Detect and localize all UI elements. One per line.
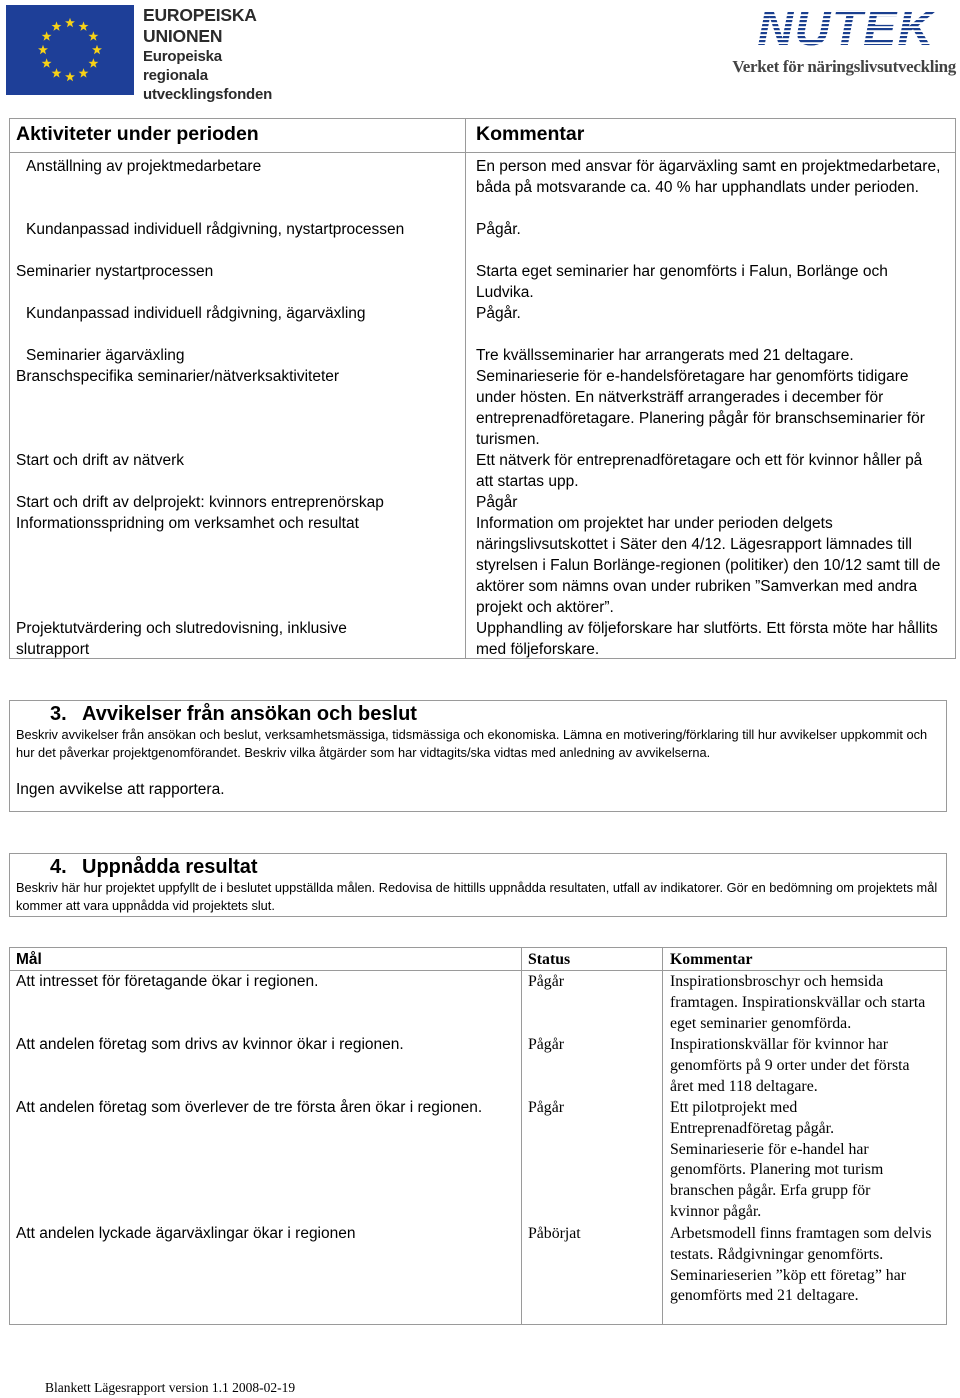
- section-3-description: Beskriv avvikelser från ansökan och beslut, verksamhetsmässiga, tidsmässiga och ekonomiska. Lämna en motivering/förklaring till hur avvikelser uppkommit och hur det påverkar projektgenomförandet. Beskriv vilka åtgärder som har vidtagits/ska vidtas med anledning av avvikelserna.: [16, 727, 928, 760]
- eu-star-icon: [42, 58, 52, 67]
- eu-star-icon: [79, 68, 89, 77]
- eu-star-icon: [52, 21, 62, 30]
- activities-header: Aktiviteter under perioden: [16, 123, 259, 145]
- comment-header: Kommentar: [476, 123, 585, 145]
- activity-cell: Kundanpassad individuell rådgivning, nystartprocessen: [26, 221, 405, 238]
- comment-cell: Information om projektet har under perioden delgets näringslivsutskottet i Säter den 4/12. Lägesrapport lämnades till styrelsen i Falun Borlänge-regionen (politiker) den 10/12 samt till de aktörer som nämns ovan under rubriken ”Samverkan med andra projekt och aktörer”.: [476, 515, 941, 616]
- eu-star-icon: [88, 31, 98, 40]
- activity-cell: Projektutvärdering och slutredovisning, inklusive slutrapport: [16, 620, 347, 658]
- eu-star-icon: [65, 18, 75, 27]
- eu-logo-line: utvecklingsfonden: [143, 86, 273, 103]
- activity-cell: Seminarier nystartprocessen: [16, 263, 214, 280]
- activity-cell: Branschspecifika seminarier/nätverksaktiviteter: [16, 368, 340, 385]
- eu-stars: [6, 5, 134, 95]
- eu-logo-line: UNIONEN: [143, 26, 223, 46]
- status-cell: Pågår: [528, 1036, 564, 1053]
- activities-table: [9, 118, 956, 659]
- activity-cell: Start och drift av nätverk: [16, 452, 184, 469]
- comment-cell: Ett nätverk för entreprenadföretagare och ett för kvinnor håller på att startas upp.: [476, 452, 923, 490]
- eu-logo-text: [143, 5, 278, 104]
- section-3-number: 3.: [50, 703, 67, 725]
- activity-cell: Kundanpassad individuell rådgivning, ägarväxling: [26, 305, 366, 322]
- section-3-title: Avvikelser från ansökan och beslut: [82, 703, 417, 725]
- eu-star-icon: [79, 21, 89, 30]
- comment-cell: Pågår: [476, 494, 518, 511]
- eu-star-icon: [52, 68, 62, 77]
- comment-cell: Upphandling av följeforskare har slutförts. Ett första möte har hållits med följeforskare.: [476, 620, 938, 658]
- comment-cell: En person med ansvar för ägarväxling samt en projektmedarbetare, båda på motsvarande ca. 40 % har upphandlats under perioden.: [476, 158, 941, 196]
- section-4-heading: [50, 855, 258, 879]
- activity-cell: Start och drift av delprojekt: kvinnors entreprenörskap: [16, 494, 384, 511]
- section-3-box: [9, 700, 947, 812]
- goal-cell: Att andelen företag som drivs av kvinnor ökar i regionen.: [16, 1036, 404, 1053]
- activity-cell: Informationsspridning om verksamhet och resultat: [16, 515, 359, 532]
- goal-header: Mål: [16, 951, 42, 968]
- activity-cell: Anställning av projektmedarbetare: [26, 158, 262, 175]
- status-cell: Påbörjat: [528, 1225, 581, 1242]
- comment-cell: Tre kvällsseminarier har arrangerats med 21 deltagare.: [476, 347, 854, 364]
- section-3-answer: Ingen avvikelse att rapportera.: [16, 781, 225, 798]
- eu-star-icon: [88, 58, 98, 67]
- goal-cell: Att andelen företag som överlever de tre första åren ökar i regionen.: [16, 1099, 483, 1116]
- eu-flag: [6, 5, 134, 95]
- nutek-wordmark: [736, 4, 956, 50]
- eu-logo-line: Europeiska: [143, 48, 222, 65]
- comment-cell: Pågår.: [476, 305, 521, 322]
- comment-header: Kommentar: [670, 951, 753, 968]
- comment-cell: Inspirationskvällar för kvinnor har genomförts på 9 orter under det första året med 118 deltagare.: [670, 1036, 910, 1095]
- comment-cell: Pågår.: [476, 221, 521, 238]
- status-cell: Pågår: [528, 1099, 564, 1116]
- status-header: Status: [528, 951, 571, 968]
- comment-cell: Inspirationsbroschyr och hemsida framtagen. Inspirationskvällar och starta eget seminarier genomförda.: [670, 973, 926, 1032]
- eu-star-icon: [65, 72, 75, 81]
- comment-cell: Seminarieserie för e-handelsföretagare har genomförts tidigare under hösten. En nätverksträff arrangerades i december för entreprenadföretagare. Planering pågår för branschseminarier för turismen.: [476, 368, 925, 448]
- section-4-number: 4.: [50, 856, 67, 878]
- activity-cell: Seminarier ägarväxling: [26, 347, 185, 364]
- eu-star-icon: [42, 31, 52, 40]
- status-cell: Pågår: [528, 973, 564, 990]
- section-3-heading: [50, 702, 417, 726]
- section-4-box: [9, 853, 947, 917]
- comment-cell: Starta eget seminarier har genomförts i Falun, Borlänge och Ludvika.: [476, 263, 888, 301]
- eu-logo-line: EUROPEISKA: [143, 5, 257, 25]
- results-table: [9, 947, 947, 1325]
- comment-cell: Ett pilotprojekt med Entreprenadföretag pågår. Seminarieserie för e-handel har genomförts. Planering mot turism branschen pågår. Erfa grupp för kvinnor pågår.: [670, 1099, 884, 1220]
- section-4-description: Beskriv här hur projektet uppfyllt de i beslutet uppställda målen. Redovisa de hittills uppnådda resultaten, utfall av indikatorer. Gör en bedömning om projektets mål kommer att vara uppnådda vid projektets slut.: [16, 880, 938, 913]
- eu-star-icon: [92, 45, 102, 54]
- goal-cell: Att intresset för företagande ökar i regionen.: [16, 973, 319, 990]
- eu-star-icon: [38, 45, 48, 54]
- eu-logo: [6, 5, 276, 103]
- footer-text: Blankett Lägesrapport version 1.1 2008-02-19: [45, 1380, 296, 1395]
- nutek-word: NUTEK: [757, 4, 935, 50]
- eu-logo-line: regionala: [143, 67, 208, 84]
- nutek-tagline: Verket för näringslivsutveckling: [732, 57, 956, 76]
- nutek-logo: [700, 4, 956, 76]
- comment-cell: Arbetsmodell finns framtagen som delvis testats. Rådgivningar genomförts. Seminarieserien ”köp ett företag” har genomförts med 21 deltagare.: [670, 1225, 932, 1305]
- section-4-title: Uppnådda resultat: [82, 856, 258, 878]
- goal-cell: Att andelen lyckade ägarväxlingar ökar i regionen: [16, 1225, 356, 1242]
